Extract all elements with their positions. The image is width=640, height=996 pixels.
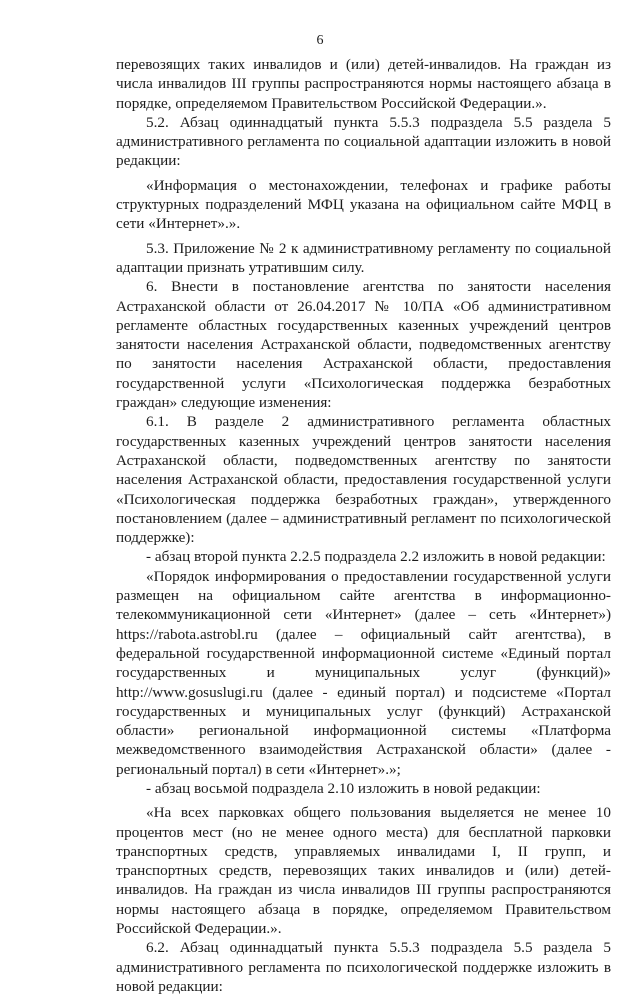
paragraph-6: 6. Внести в постановление агентства по занятости населения Астраханской области от 26.04.2017 № 10/ПА «Об административном регламенте областных государственных казенных учреждений центров занятости населения Астраханской области, подведомственных агентству по занятости населения Астраханской области, предоставления государственной услуги «Психологическая поддержка безработных граждан» следующие изменения: xyxy=(116,278,611,412)
paragraph-5-3: 5.3. Приложение № 2 к административному регламенту по социальной адаптации признать утратившим силу. xyxy=(116,239,611,276)
paragraph-continuation: перевозящих таких инвалидов и (или) детей-инвалидов. На граждан из числа инвалидов III группы распространяются нормы настоящего абзаца в порядке, определяемом Правительством Российской Федерации.». xyxy=(116,56,611,112)
paragraph-6-1: 6.1. В разделе 2 административного регламента областных государственных казенных учреждений центров занятости населения Астраханской области, подведомственных агентству по занятости населения Астраханской области, предоставления государственной услуги «Психологическая поддержка безработных граждан», утвержденного постановлением (далее – административный регламент по психологической поддержке): xyxy=(116,413,611,547)
paragraph-5-2: 5.2. Абзац одиннадцатый пункта 5.5.3 подраздела 5.5 раздела 5 административного регламента по социальной адаптации изложить в новой редакции: xyxy=(116,113,611,170)
paragraph-parking: «На всех парковках общего пользования выделяется не менее 10 процентов мест (но не менее одного места) для бесплатной парковки транспортных средств, управляемых инвалидами I, II групп, и транспортных средств, перевозящих таких инвалидов и (или) детей-инвалидов. На граждан из числа инвалидов III группы распространяются нормы настоящего абзаца в порядке, определяемом Правительством Российской Федерации.». xyxy=(116,804,611,938)
body-text xyxy=(116,55,611,996)
paragraph-2-10: - абзац восьмой подраздела 2.10 изложить в новой редакции: xyxy=(146,779,541,797)
paragraph-mfc-info: «Информация о местонахождении, телефонах и графике работы структурных подразделений МФЦ указана на официальном сайте МФЦ в сети «Интернет».». xyxy=(116,176,611,233)
paragraph-6-2: 6.2. Абзац одиннадцатый пункта 5.5.3 подраздела 5.5 раздела 5 административного регламента по психологической поддержке изложить в новой редакции: xyxy=(116,939,611,995)
page-number: 6 xyxy=(316,33,324,48)
paragraph-2-2-5: - абзац второй пункта 2.2.5 подраздела 2.2 изложить в новой редакции: xyxy=(146,548,606,566)
paragraph-informing-order: «Порядок информирования о предоставлении государственной услуги размещен на официальном сайте агентства в информационно-телекоммуникационной сети «Интернет» (далее – сеть «Интернет») https://rabota.astrobl.ru (далее – официальный сайт агентства), в федеральной государственной информационной системе «Единый портал государственных и муниципальных услуг (функций)» http://www.gosuslugi.ru (далее - единый портал) и подсистеме «Портал государственных и муниципальных услуг (функций) Астраханской области» региональной информационной системы «Платформа межведомственного взаимодействия Астраханской области» (далее - региональный портал) в сети «Интернет».»; xyxy=(116,567,611,778)
